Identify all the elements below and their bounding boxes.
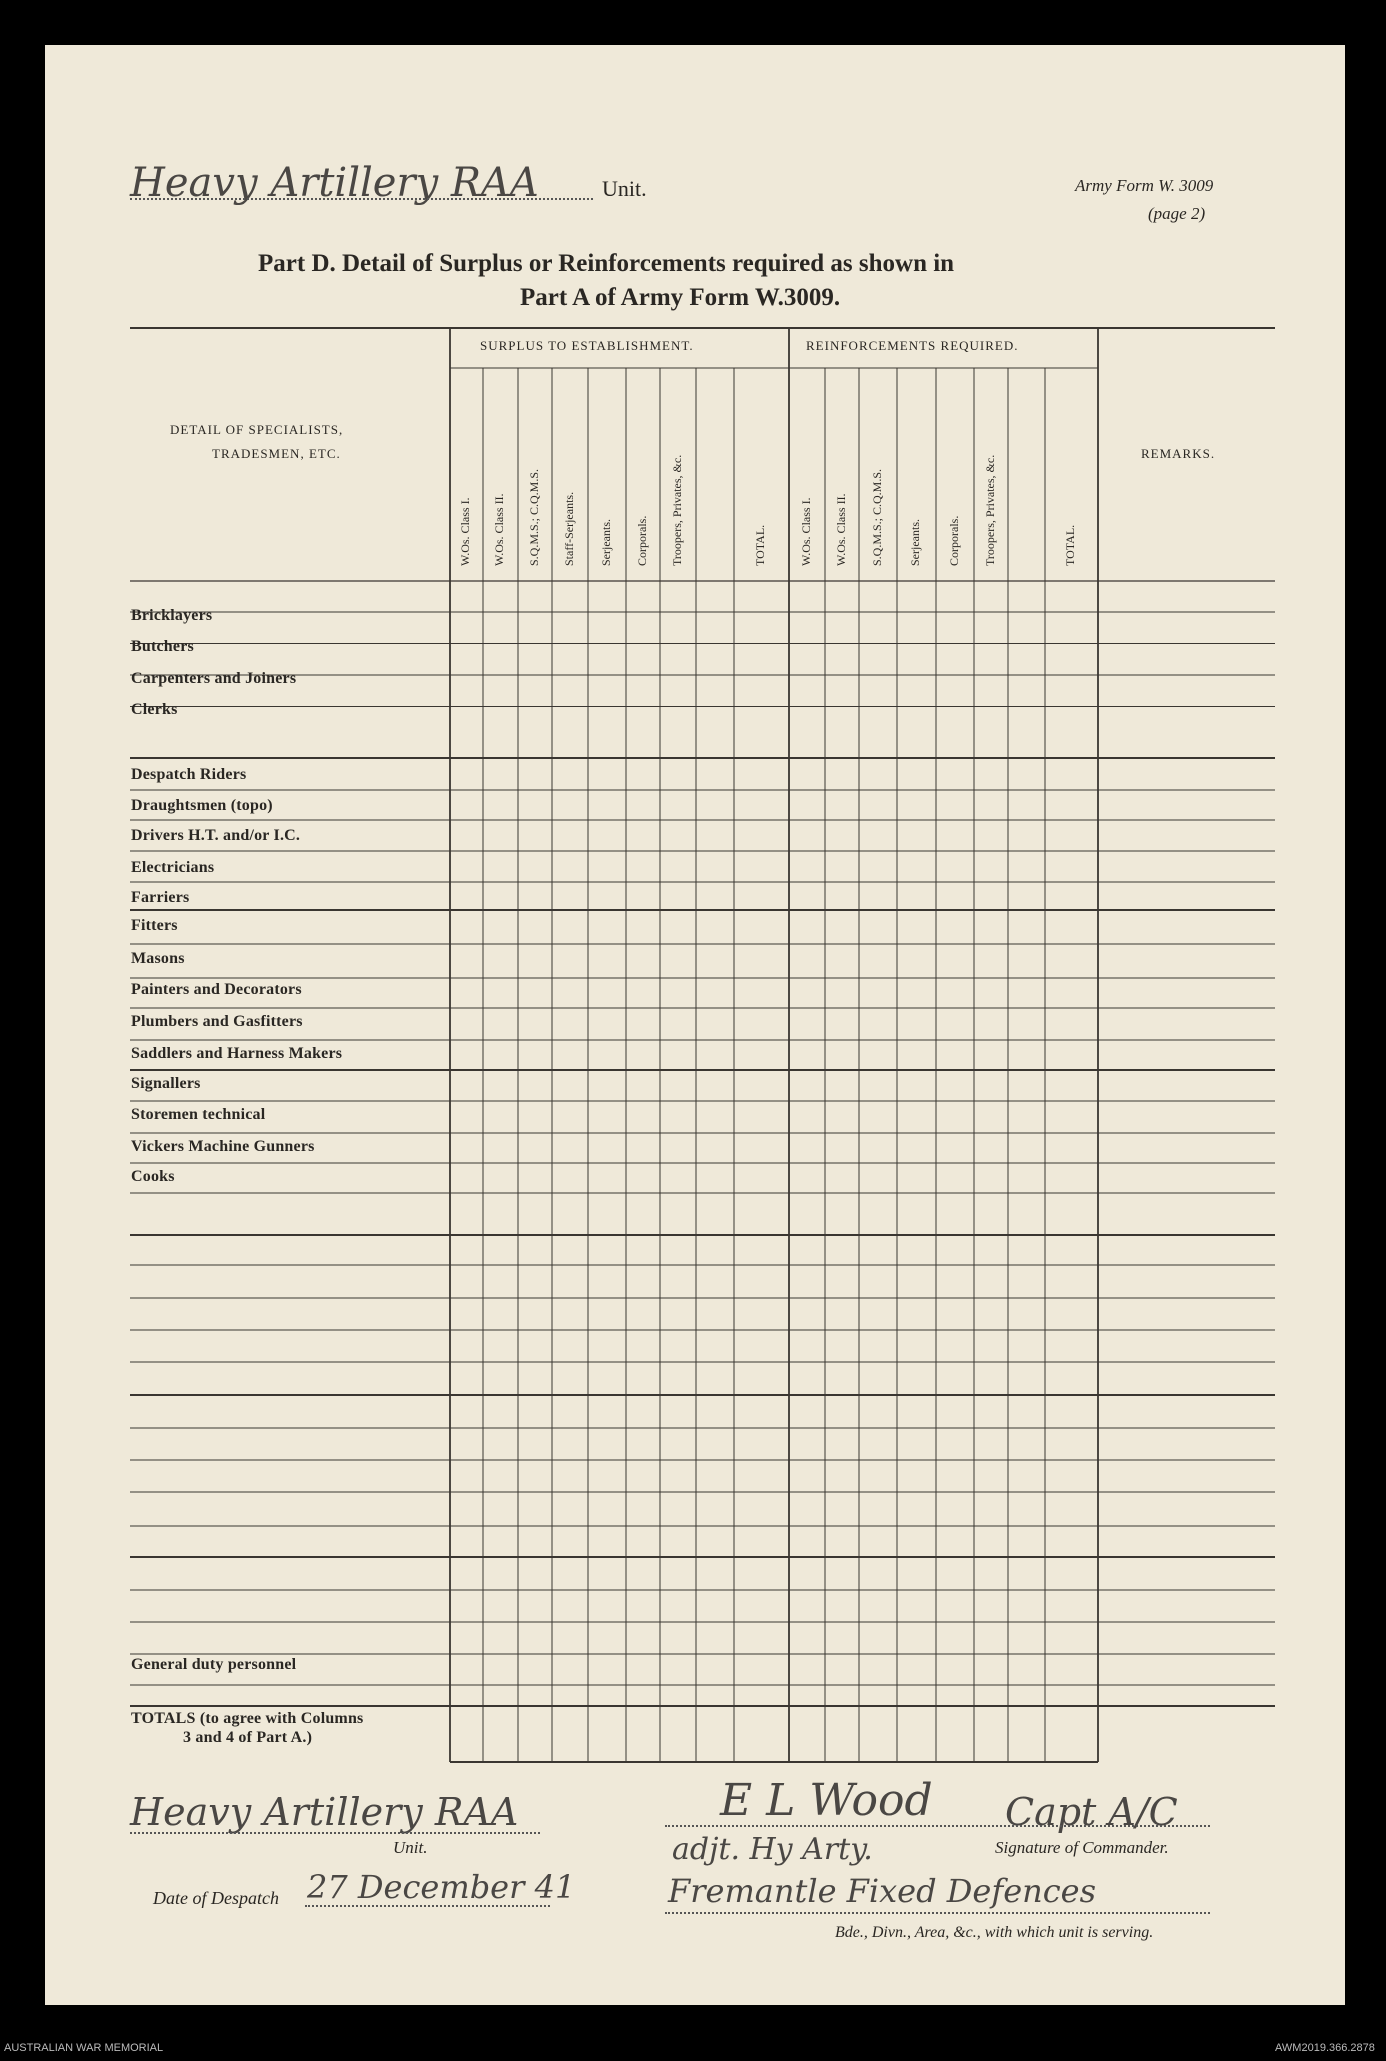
formation-handwritten: Fremantle Fixed Defences [668,1872,1097,1910]
unit-label: Unit. [602,176,647,201]
row-label: Painters and Decorators [131,981,302,998]
surplus-column-header: W.Os. Class II. [492,493,506,566]
signature-handwritten: E L Wood [720,1775,933,1826]
surplus-header: SURPLUS TO ESTABLISHMENT. [480,338,694,353]
row-label: Draughtsmen (topo) [131,797,273,814]
signature-line [665,1825,1210,1827]
row-label: Cooks [131,1168,175,1185]
reinforcement-column-header: Serjeants. [908,519,922,566]
row-label: Bricklayers [131,607,213,624]
archive-footer [0,2005,1386,2061]
date-handwritten: 27 December 41 [307,1868,576,1906]
signature-label: Signature of Commander. [995,1838,1169,1857]
detail-header-2: TRADESMEN, ETC. [212,446,341,461]
totals-label-1: TOTALS (to agree with Columns [131,1710,364,1727]
reinforcement-column-header: W.Os. Class II. [834,493,848,566]
formation-line [665,1912,1210,1914]
footer-unit-label: Unit. [393,1838,428,1857]
reinforcement-column-header: Troopers, Privates, &c. [983,454,997,566]
row-label: Clerks [131,701,178,718]
surplus-column-header: TOTAL. [753,524,767,566]
row-label: Despatch Riders [131,766,247,783]
date-label: Date of Despatch [153,1888,279,1908]
row-label: Drivers H.T. and/or I.C. [131,827,301,844]
row-label: Plumbers and Gasfitters [131,1013,303,1030]
surplus-column-header: W.Os. Class I. [458,497,472,566]
general-duty-label: General duty personnel [131,1656,297,1673]
footer-unit-handwritten: Heavy Artillery RAA [130,1790,519,1834]
surplus-column-header: Staff-Serjeants. [562,491,576,566]
page-number: (page 2) [1148,204,1206,223]
unit-handwritten: Heavy Artillery RAA [130,160,539,206]
row-label: Carpenters and Joiners [131,670,297,687]
title-line-2: Part A of Army Form W.3009. [520,284,841,311]
archive-right: AWM2019.366.2878 [1275,2042,1375,2054]
archive-left: AUSTRALIAN WAR MEMORIAL [4,2042,164,2054]
row-label: Fitters [131,917,178,934]
surplus-column-header: Serjeants. [599,519,613,566]
remarks-header: REMARKS. [1141,446,1216,461]
row-label: Farriers [131,889,190,906]
formation-label: Bde., Divn., Area, &c., with which unit is serving. [835,1924,1154,1941]
totals-label-2: 3 and 4 of Part A.) [183,1729,313,1746]
reinforcement-column-header: S.Q.M.S.; C.Q.M.S. [870,468,884,566]
date-line [305,1905,550,1907]
reinforcement-column-header: TOTAL. [1063,524,1077,566]
surplus-column-header: Corporals. [635,515,649,566]
surplus-column-header: S.Q.M.S.; C.Q.M.S. [527,468,541,566]
title-line-1: Part D. Detail of Surplus or Reinforcements required as shown in [258,250,955,277]
reinforcement-column-header: Corporals. [947,515,961,566]
row-label: Storemen technical [131,1106,266,1123]
detail-header-1: DETAIL OF SPECIALISTS, [170,422,344,437]
rank-handwritten: Capt A/C [1005,1790,1178,1834]
row-label: Saddlers and Harness Makers [131,1045,343,1062]
footer-unit-line [130,1832,540,1834]
surplus-column-header: Troopers, Privates, &c. [670,454,684,566]
reinforcements-header: REINFORCEMENTS REQUIRED. [806,338,1019,353]
row-label: Vickers Machine Gunners [131,1138,315,1155]
reinforcement-column-header: W.Os. Class I. [799,497,813,566]
form-number: Army Form W. 3009 [1075,176,1214,195]
row-label: Electricians [131,859,215,876]
appointment-handwritten: adjt. Hy Arty. [672,1832,873,1867]
row-label: Signallers [131,1075,201,1092]
row-label: Masons [131,950,185,967]
row-label: Butchers [131,638,194,655]
